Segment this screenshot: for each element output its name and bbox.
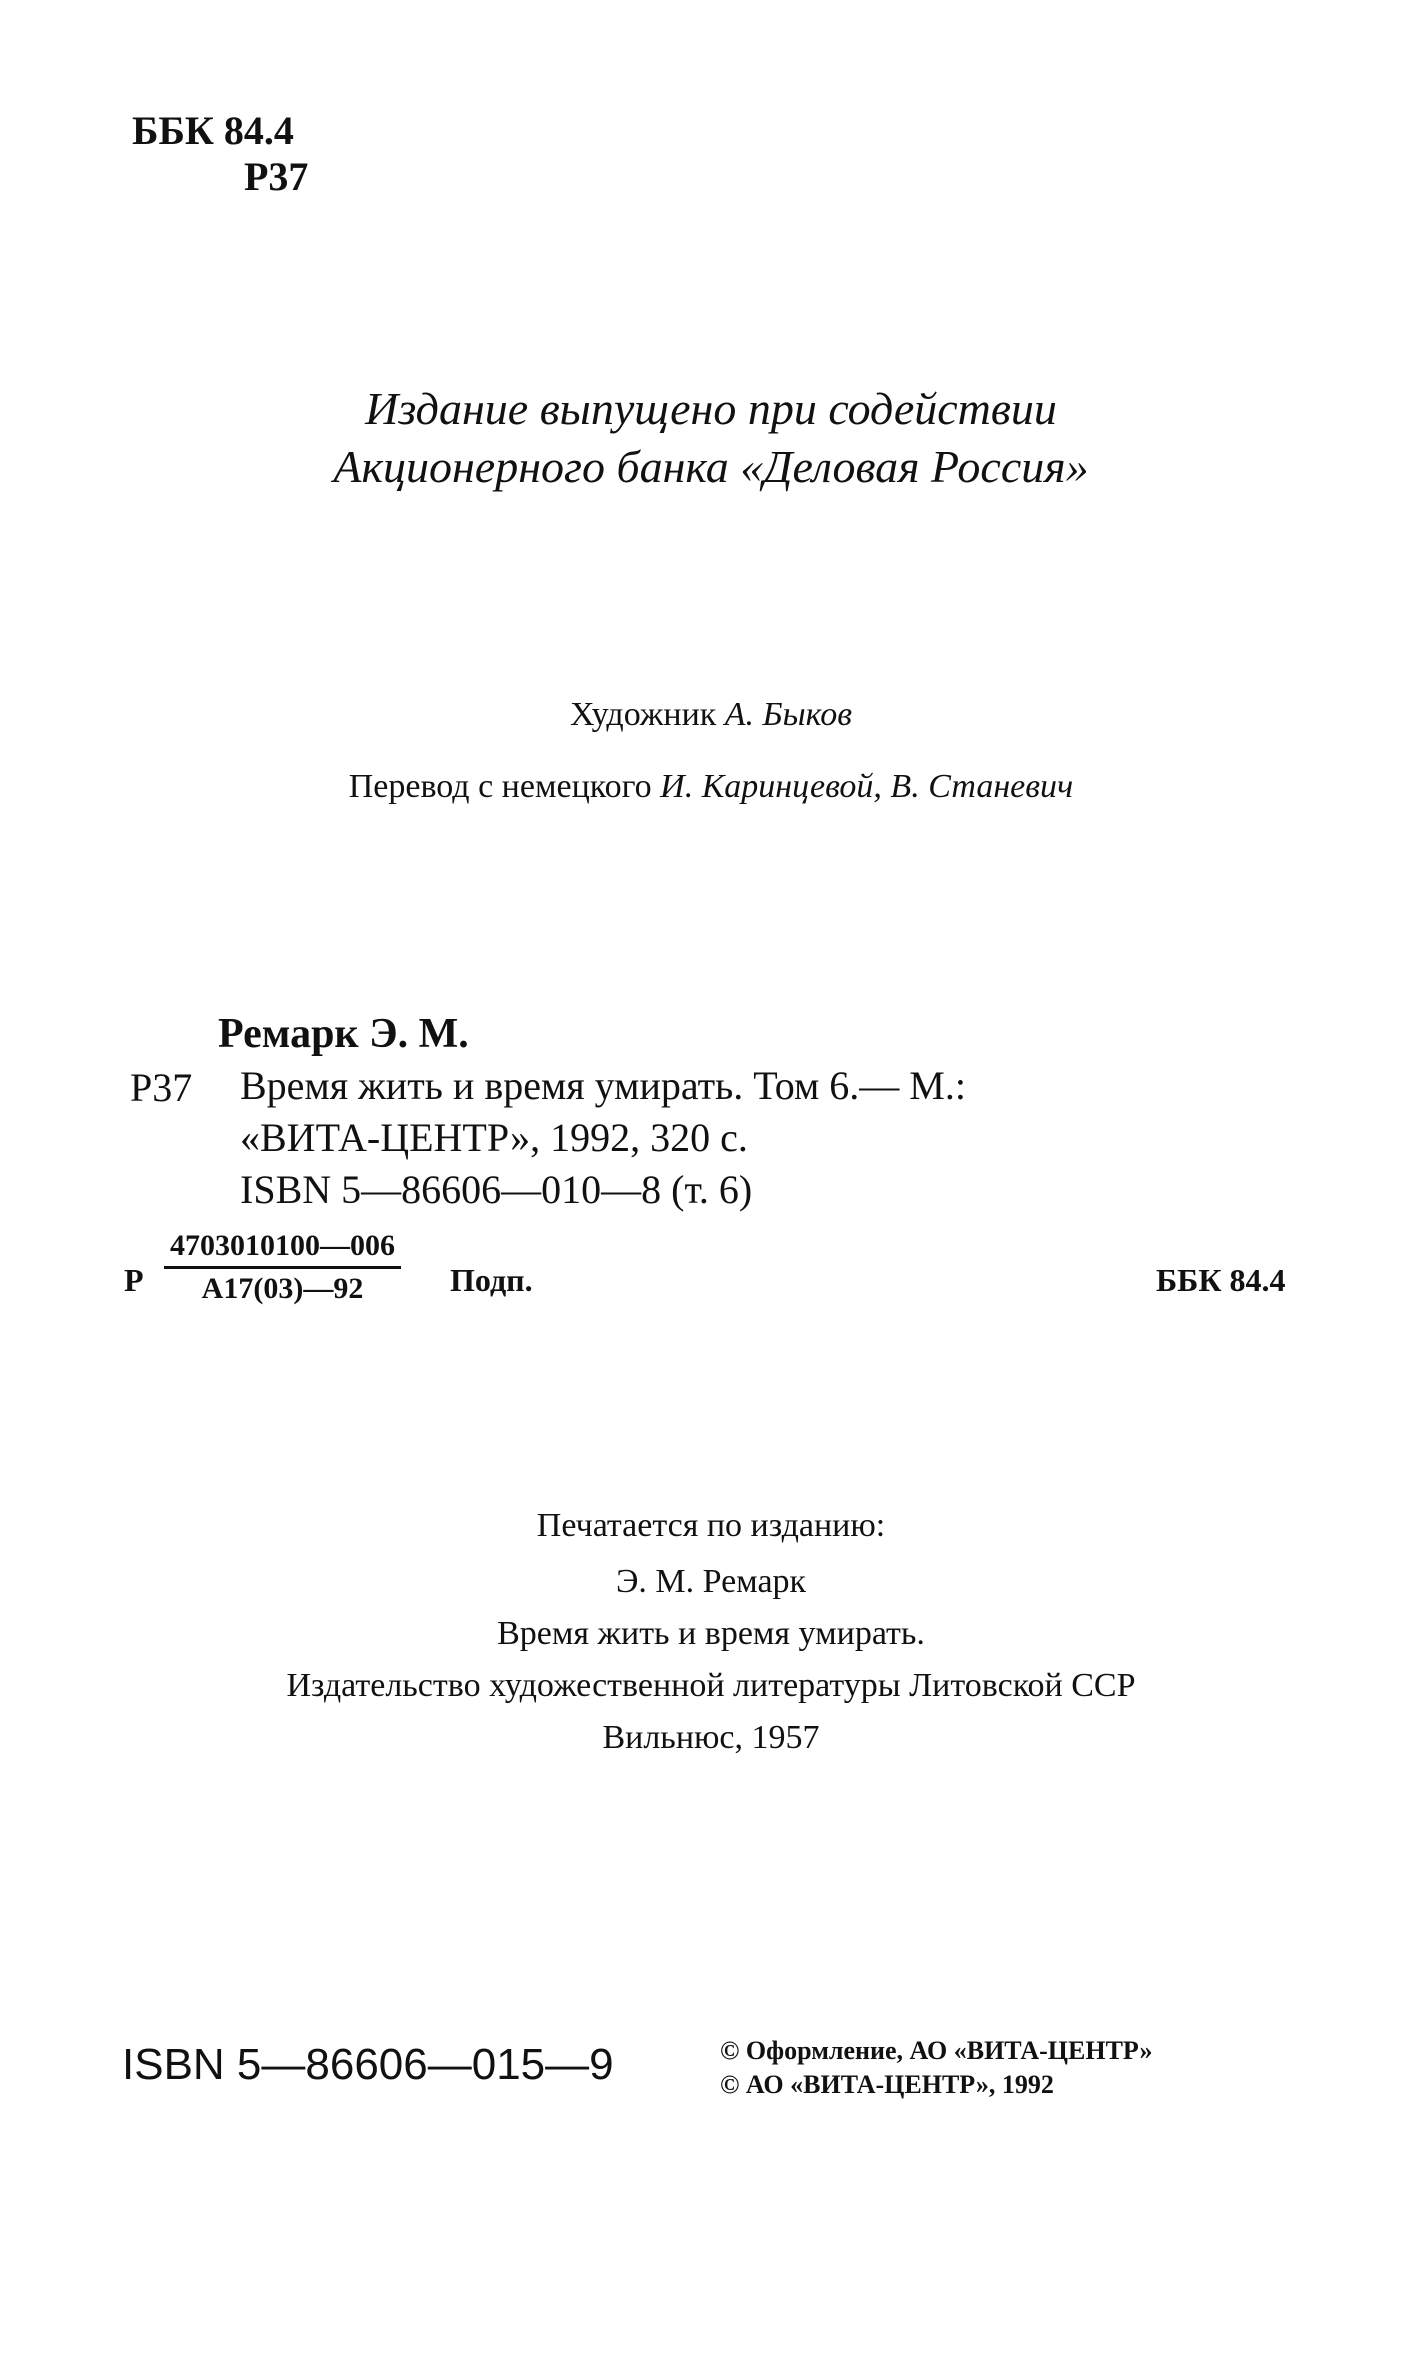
translation-credit bbox=[0, 768, 1422, 806]
source-title: Время жить и время умирать. bbox=[497, 1615, 925, 1652]
artist-label: Художник bbox=[570, 696, 717, 733]
catalog-code: Р37 bbox=[130, 1065, 193, 1110]
source-publisher: Издательство художественной литературы Литовской ССР bbox=[286, 1667, 1136, 1704]
bbk-header bbox=[132, 108, 308, 200]
artist-credit bbox=[0, 696, 1422, 734]
source-edition bbox=[0, 1500, 1422, 1764]
footer-isbn: ISBN 5—86606—015—9 bbox=[122, 2040, 614, 2089]
source-place-year: Вильнюс, 1957 bbox=[602, 1719, 820, 1756]
source-author: Э. М. Ремарк bbox=[615, 1563, 807, 1600]
index-prefix: Р bbox=[124, 1262, 144, 1298]
translators: И. Каринцевой, В. Станевич bbox=[660, 768, 1074, 805]
catalog-title-line: Время жить и время умирать. Том 6.— М.: bbox=[240, 1063, 966, 1108]
source-header: Печатается по изданию: bbox=[536, 1507, 886, 1544]
index-denominator: А17(03)—92 bbox=[201, 1272, 364, 1305]
copyright-line-2: © АО «ВИТА-ЦЕНТР», 1992 bbox=[720, 2070, 1054, 2099]
catalog-publisher-line: «ВИТА-ЦЕНТР», 1992, 320 с. bbox=[240, 1115, 748, 1160]
sponsor-line-2: Акционерного банка «Деловая Россия» bbox=[333, 441, 1089, 492]
artist-name: А. Быков bbox=[724, 696, 852, 733]
catalog-description bbox=[240, 1060, 966, 1216]
copyright-block bbox=[720, 2034, 1152, 2102]
index-suffix: Подп. bbox=[450, 1262, 533, 1298]
bbk-label: ББК 84.4 bbox=[132, 108, 294, 153]
sponsor-line-1: Издание выпущено при содействии bbox=[365, 383, 1057, 434]
index-bbk: ББК 84.4 bbox=[1156, 1262, 1286, 1298]
translation-label: Перевод с немецкого bbox=[348, 768, 652, 805]
bbk-code: Р37 bbox=[244, 154, 309, 199]
index-fraction bbox=[164, 1226, 401, 1309]
catalog-isbn-line: ISBN 5—86606—010—8 (т. 6) bbox=[240, 1167, 753, 1212]
catalog-author: Ремарк Э. М. bbox=[218, 1011, 469, 1057]
index-numerator: 4703010100—006 bbox=[164, 1226, 401, 1269]
copyright-line-1: © Оформление, АО «ВИТА-ЦЕНТР» bbox=[720, 2036, 1153, 2065]
sponsor-note bbox=[0, 380, 1422, 496]
